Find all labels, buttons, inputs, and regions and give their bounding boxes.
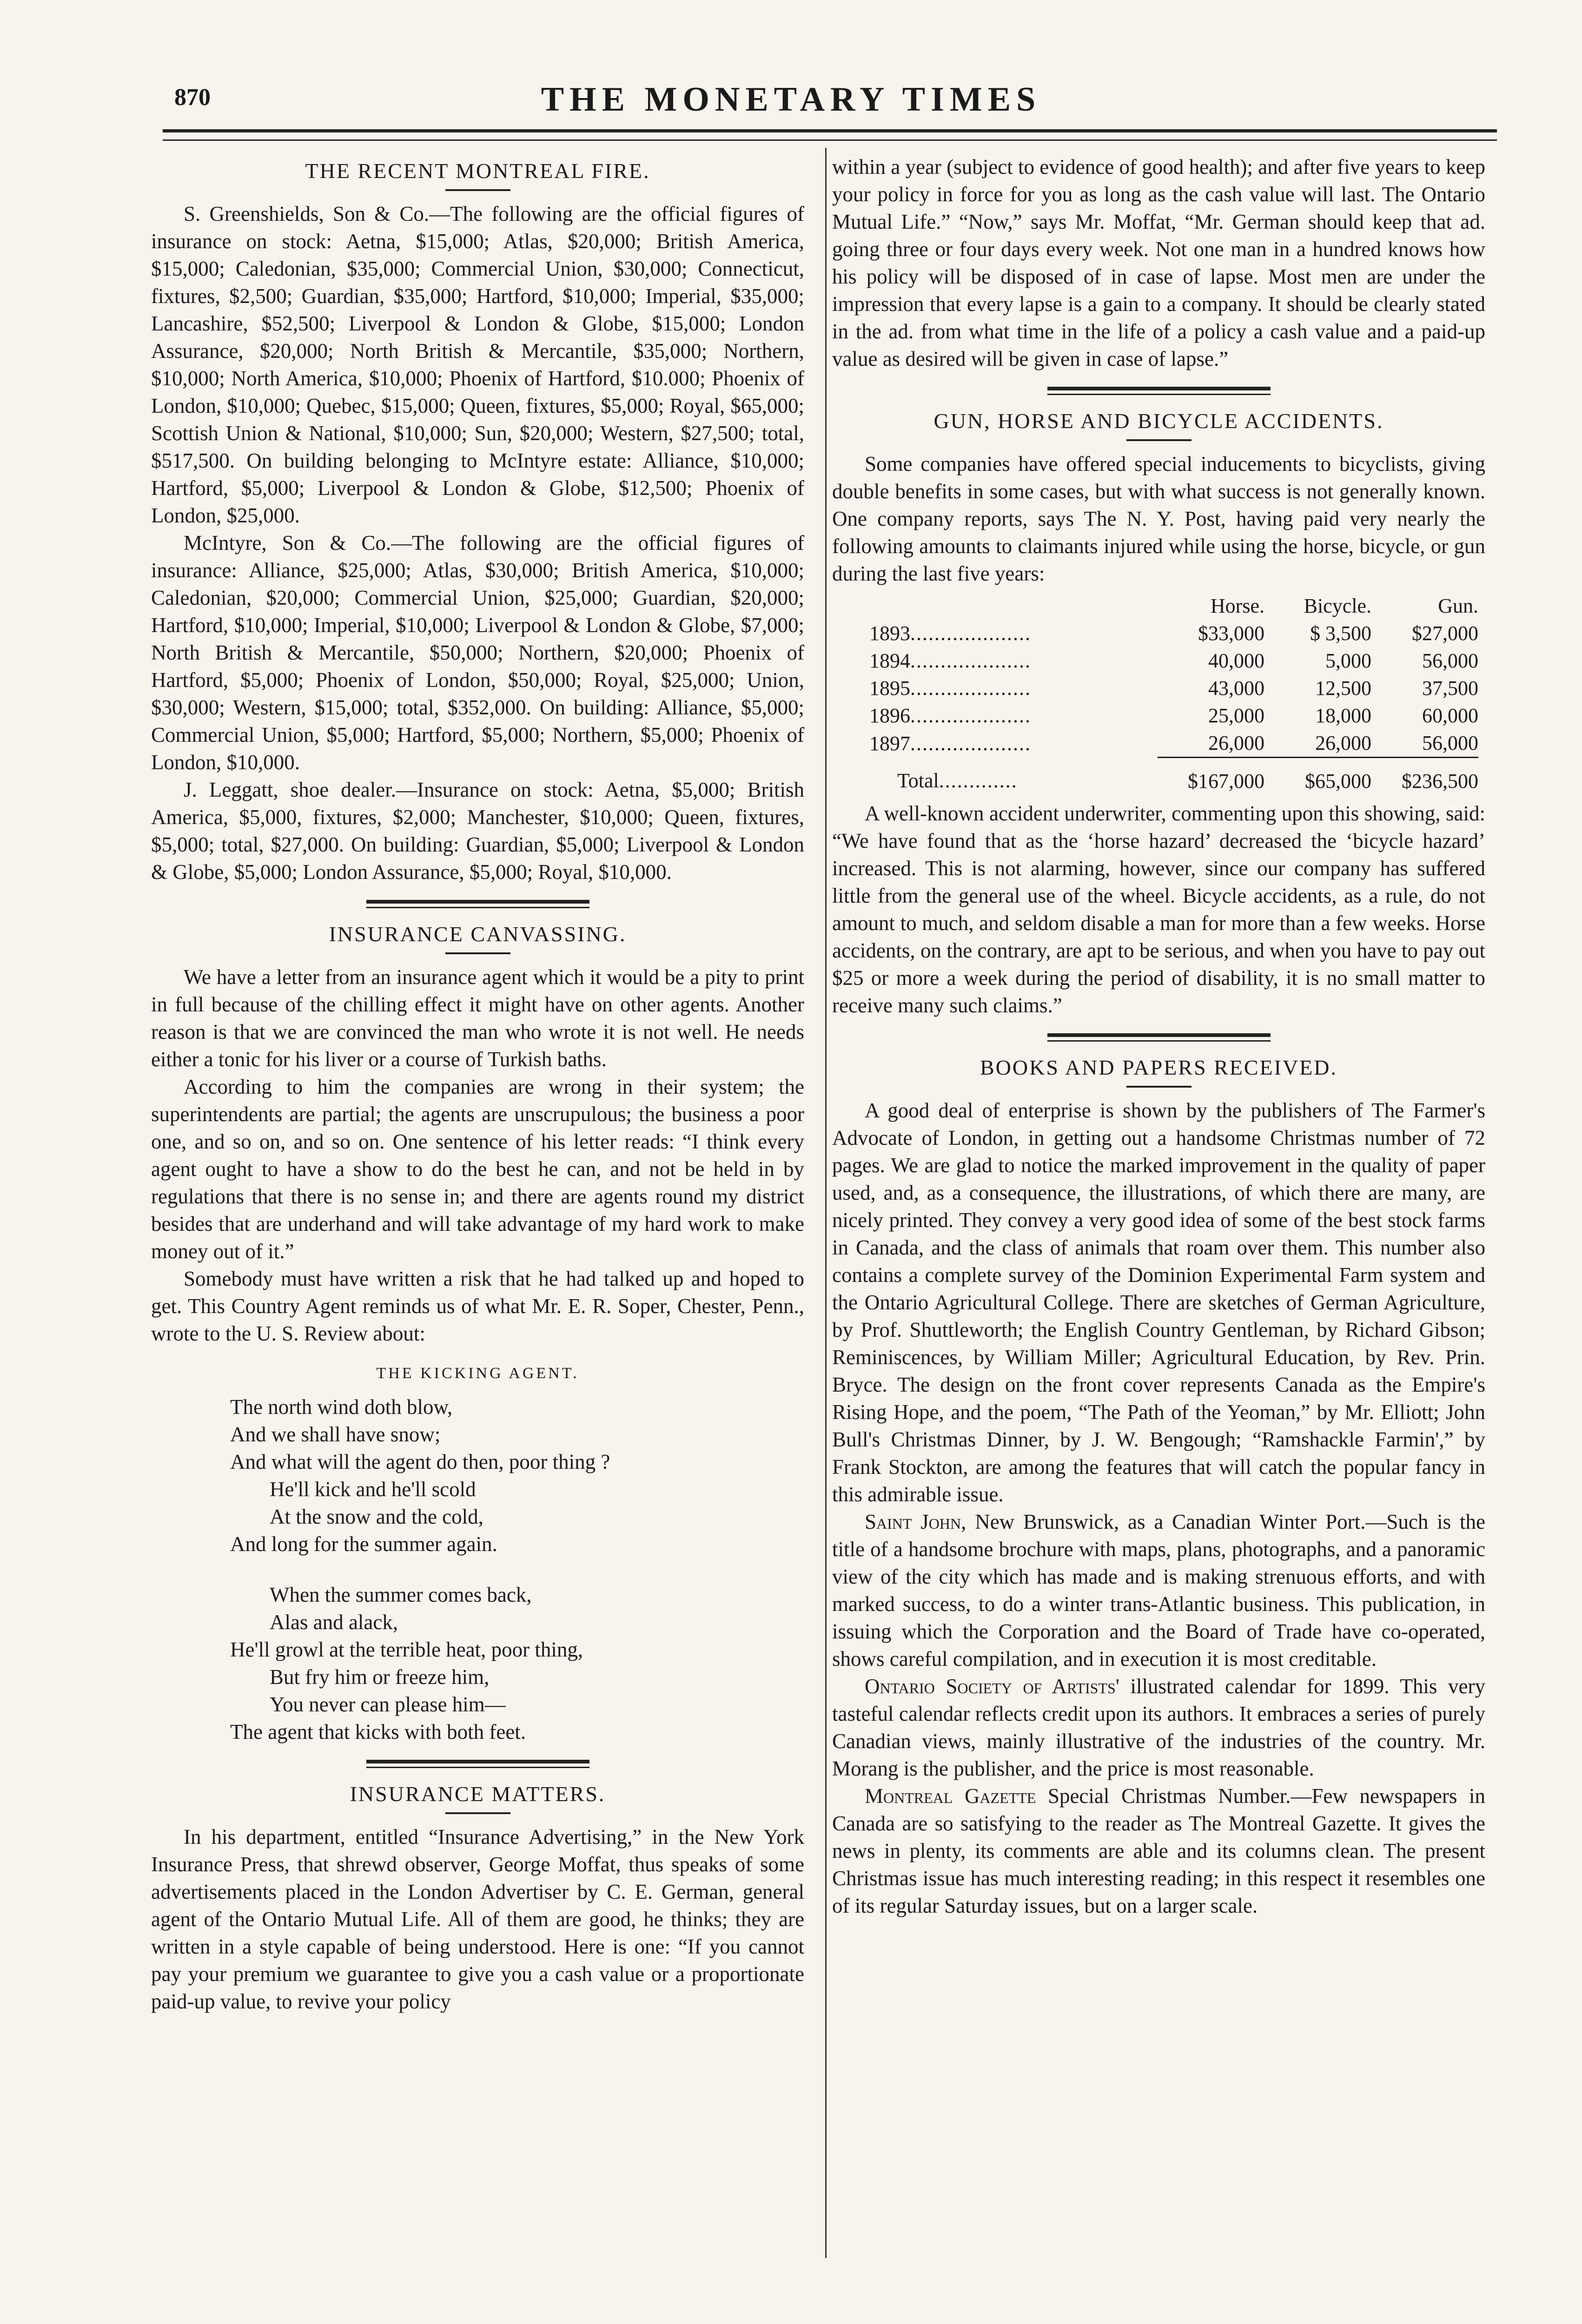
paragraph (832, 1673, 1485, 1783)
bicycle-cell: 5,000 (1325, 649, 1371, 672)
bicycle-total: $65,000 (1264, 758, 1371, 798)
poem-line: Alas and alack, (270, 1611, 398, 1634)
horse-cell: 40,000 (1208, 649, 1264, 672)
table-row (869, 729, 1478, 758)
accident-claims-table (869, 592, 1478, 797)
leader-dots: .................... (910, 622, 1031, 645)
gun-total: $236,500 (1371, 758, 1478, 798)
heading-underline (445, 952, 510, 954)
gun-cell: $27,000 (1412, 622, 1478, 645)
paragraph: In his department, entitled “Insurance Advertising,” in the New York Insurance Press, that shrewd observer, George Moffat, thus speaks of some advertisements placed in the London Advertiser by C. E. German, general agent of the Ontario Mutual Life. All of them are good, he thinks; they are written in a style capable of being understood. Here is one: “If you cannot pay your premium we guarantee to give you a cash value or a proportionate paid-up value, to revive your policy (151, 1825, 804, 2013)
poem-line: The agent that kicks with both feet. (230, 1720, 526, 1743)
heading-underline (445, 1812, 510, 1814)
total-label: Total (897, 769, 939, 792)
gun-cell: 56,000 (1422, 649, 1478, 672)
gun-cell: 37,500 (1422, 677, 1478, 700)
section-heading-accidents: GUN, HORSE AND BICYCLE ACCIDENTS. (933, 409, 1384, 433)
paragraph-lead: Saint John (865, 1510, 961, 1533)
paragraph: J. Leggatt, shoe dealer.—Insurance on stock: Aetna, $5,000; British America, $5,000, fixtures, $2,000; Manchester, $10,000; Queen, fixtures, $5,000; total, $27,000. On building: Guardian, $5,000; Liverpool & London & Globe, $5,000; London Assurance, $5,000; Royal, $10,000. (151, 778, 804, 884)
horse-cell: 25,000 (1208, 704, 1264, 727)
horse-total: $167,000 (1158, 758, 1264, 798)
section-heading-montreal-fire: THE RECENT MONTREAL FIRE. (305, 159, 650, 183)
section-heading-books-papers: BOOKS AND PAPERS RECEIVED. (980, 1056, 1337, 1079)
table-row (869, 620, 1478, 647)
paragraph: A well-known accident underwriter, commenting upon this showing, said: “We have found that as the ‘horse hazard’ decreased the ‘bicycle hazard’ increased. This is not alarming, however, since our company has suffered little from the general use of the wheel. Bicycle accidents, as a rule, do not amount to much, and seldom disable a man for more than a few weeks. Horse accidents, on the contrary, are apt to be serious, and when you have to pay out $25 or more a week during the period of disability, it is no small matter to receive many such claims.” (832, 802, 1485, 1017)
year-cell: 1897 (869, 732, 910, 755)
poem-title: THE KICKING AGENT. (376, 1365, 579, 1382)
leader-dots: .................... (910, 649, 1031, 672)
header-rule-thick (163, 129, 1497, 132)
paragraph: Somebody must have written a risk that he had talked up and hoped to get. This Country Agent reminds us of what Mr. E. R. Soper, Chester, Penn., wrote to the U. S. Review about: (151, 1267, 804, 1345)
poem-line: You never can please him— (270, 1693, 506, 1716)
poem-line: And what will the agent do then, poor thing ? (230, 1450, 610, 1473)
paragraph: S. Greenshields, Son & Co.—The following are the official figures of insurance on stock: Aetna, $15,000; Atlas, $20,000; British America, $15,000; Caledonian, $35,000; Commercial Union, $30,000; Connecticut, fixtures, $2,500; Guardian, $35,000; Hartford, $10,000; Imperial, $35,000; Lancashire, $52,500; Liverpool & London & Globe, $15,000; London Assurance, $20,000; North British & Mercantile, $35,000; Northern, $10,000; North America, $10,000; Phoenix of Hartford, $10.000; Phoenix of London, $10,000; Quebec, $15,000; Queen, fixtures, $5,000; Royal, $65,000; Scottish Union & National, $10,000; Sun, $20,000; Western, $27,500; total, $517,500. On building belonging to McIntyre estate: Alliance, $10,000; Hartford, $5,000; Liverpool & London & Globe, $12,500; Phoenix of London, $25,000. (151, 202, 804, 527)
paragraph-lead: Montreal Gazette (865, 1784, 1036, 1808)
column-header-gun: Gun. (1438, 594, 1478, 617)
paragraph: A good deal of enterprise is shown by the publishers of The Farmer's Advocate of London, in getting out a handsome Christmas number of 72 pages. We are glad to notice the marked improvement in the quality of paper used, and, as a consequence, the illustrations, of which there are many, are nicely printed. They convey a very good idea of some of the best stock farms in Canada, and the class of animals that roam over them. This number also contains a complete survey of the Dominion Experimental Farm system and the Ontario Agricultural College. There are sketches of German Agriculture, by Prof. Shuttleworth; the English Country Gentleman, by Richard Gibson; Reminiscences, by William Miller; Agricultural Education, by Rev. Prin. Bryce. The design on the front cover represents Canada as the Empire's Rising Hope, and the poem, “The Path of the Yeoman,” by Mr. Elliott; John Bull's Christmas Dinner, by J. W. Bengough; “Ramshackle Farmin',” by Frank Stockton, are among the features that will catch the popular fancy in this admirable issue. (832, 1099, 1485, 1506)
heading-underline (1126, 1086, 1191, 1088)
page-header (0, 0, 1582, 135)
column-divider (825, 148, 827, 2258)
section-separator (1047, 1033, 1271, 1042)
leader-dots: .................... (910, 732, 1031, 755)
year-cell: 1893 (869, 622, 910, 645)
bicycle-cell: $ 3,500 (1310, 622, 1371, 645)
section-separator (366, 1760, 589, 1768)
paragraph-body: , New Brunswick, as a Canadian Winter Port.—Such is the title of a handsome brochure with maps, plans, photographs, and a panoramic view of the city which has made and is making strenuous efforts, and with marked success, to do a winter trans-Atlantic business. This publication, in issuing which the Corporation and the Board of Trade have co-operated, shows careful compilation, and in execution it is most creditable. (832, 1510, 1485, 1670)
bicycle-cell: 12,500 (1315, 677, 1371, 700)
page-number: 870 (174, 84, 211, 111)
poem-line: And long for the summer again. (230, 1532, 497, 1556)
horse-cell: 26,000 (1208, 732, 1264, 754)
table-total-row (869, 758, 1478, 798)
column-header-horse: Horse. (1210, 594, 1264, 617)
section-heading-insurance-matters: INSURANCE MATTERS. (350, 1782, 606, 1806)
paragraph-lead: Ontario Society of Artists' (865, 1675, 1119, 1698)
poem-line: But fry him or freeze him, (270, 1665, 490, 1689)
stanza-gap (230, 1558, 804, 1581)
year-cell: 1894 (869, 649, 910, 672)
paragraph (832, 1508, 1485, 1673)
paragraph: According to him the companies are wrong in their system; the superintendents are partial; the agents are unscrupulous; the business a poor one, and so on, and so on. One sentence of his letter reads: “I think every agent ought to have a show to do the best he can, and not be held in by regulations that there is no sense in; and there are agents round my district besides that are underhand and will take advantage of my hard work to make money out of it.” (151, 1075, 804, 1263)
paragraph-body: Special Christmas Number.—Few newspapers in Canada are so satisfying to the reader as The Montreal Gazette. It gives the news in plenty, its comments are able and its columns clean. The present Christmas issue has much interesting reading; in this respect it resembles one of its regular Saturday issues, but on a larger scale. (832, 1784, 1486, 1917)
poem-line: He'll growl at the terrible heat, poor thing, (230, 1638, 583, 1661)
table-row (869, 647, 1478, 674)
year-cell: 1895 (869, 677, 910, 700)
poem-line: He'll kick and he'll scold (270, 1478, 476, 1501)
horse-cell: 43,000 (1208, 677, 1264, 700)
paragraph: Some companies have offered special inducements to bicyclists, giving double benefits in some cases, but with what success is not generally known. One company reports, says The N. Y. Post, having paid very nearly the following amounts to claimants injured while using the horse, bicycle, or gun during the last five years: (832, 452, 1485, 585)
year-cell: 1896 (869, 704, 910, 727)
left-column (151, 153, 804, 2015)
paragraph-body: illustrated calendar for 1899. This very tasteful calendar reflects credit upon its authors. It embraces a series of purely Canadian views, mainly illustrative of the industries of the country. Mr. Morang is the publisher, and the price is most reasonable. (832, 1675, 1485, 1780)
poem-line: At the snow and the cold, (270, 1505, 483, 1528)
gun-cell: 60,000 (1422, 704, 1478, 727)
leader-dots: .................... (910, 677, 1031, 700)
horse-cell: $33,000 (1198, 622, 1264, 645)
leader-dots: .................... (910, 704, 1031, 727)
poem-line: When the summer comes back, (270, 1583, 532, 1606)
table-row (869, 674, 1478, 702)
poem (230, 1393, 804, 1746)
table-header-row (869, 592, 1478, 620)
heading-underline (1126, 439, 1191, 441)
header-rule-thin (163, 139, 1497, 141)
paragraph-continued: within a year (subject to evidence of good health); and after five years to keep your policy in force for you as long as the cash value will last. The Ontario Mutual Life.” “Now,” says Mr. Moffat, “Mr. German should keep that ad. going three or four days every week. Not one man in a hundred knows how his policy will be disposed of in case of lapse. Most men are under the impression that every lapse is a gain to a company. It should be clearly stated in the ad. from what time in the life of a policy a cash value and a paid-up value as desired will be given in case of lapse.” (832, 155, 1485, 370)
section-separator (366, 900, 589, 908)
poem-line: The north wind doth blow, (230, 1395, 453, 1419)
heading-underline (445, 189, 510, 191)
table-row (869, 702, 1478, 729)
paragraph: McIntyre, Son & Co.—The following are the official figures of insurance: Alliance, $25,000; Atlas, $30,000; British America, $10,000; Caledonian, $20,000; Commercial Union, $25,000; Guardian, $20,000; Hartford, $10,000; Imperial, $10,000; Liverpool & London & Globe, $7,000; North British & Mercantile, $50,000; Northern, $20,000; Phoenix of Hartford, $5,000; Phoenix of London, $50,000; Royal, $25,000; Union, $30,000; Western, $15,000; total, $352,000. On building: Alliance, $5,000; Commercial Union, $5,000; Hartford, $5,000; Northern, $5,000; Phoenix of London, $10,000. (151, 531, 804, 774)
paragraph (832, 1783, 1485, 1920)
column-header-bicycle: Bicycle. (1304, 594, 1371, 617)
gun-cell: 56,000 (1422, 732, 1478, 754)
section-separator (1047, 387, 1271, 395)
publication-title: THE MONETARY TIMES (541, 80, 1041, 119)
section-heading-canvassing: INSURANCE CANVASSING. (329, 922, 627, 946)
poem-line: And we shall have snow; (230, 1423, 441, 1446)
bicycle-cell: 26,000 (1315, 732, 1371, 754)
paragraph: We have a letter from an insurance agent which it would be a pity to print in full because of the chilling effect it might have on other agents. Another reason is that we are convinced the man who wrote it is not well. He needs either a tonic for his liver or a course of Turkish baths. (151, 965, 804, 1071)
bicycle-cell: 18,000 (1315, 704, 1371, 727)
leader-dots: ............. (939, 769, 1018, 792)
right-column (832, 153, 1485, 1920)
